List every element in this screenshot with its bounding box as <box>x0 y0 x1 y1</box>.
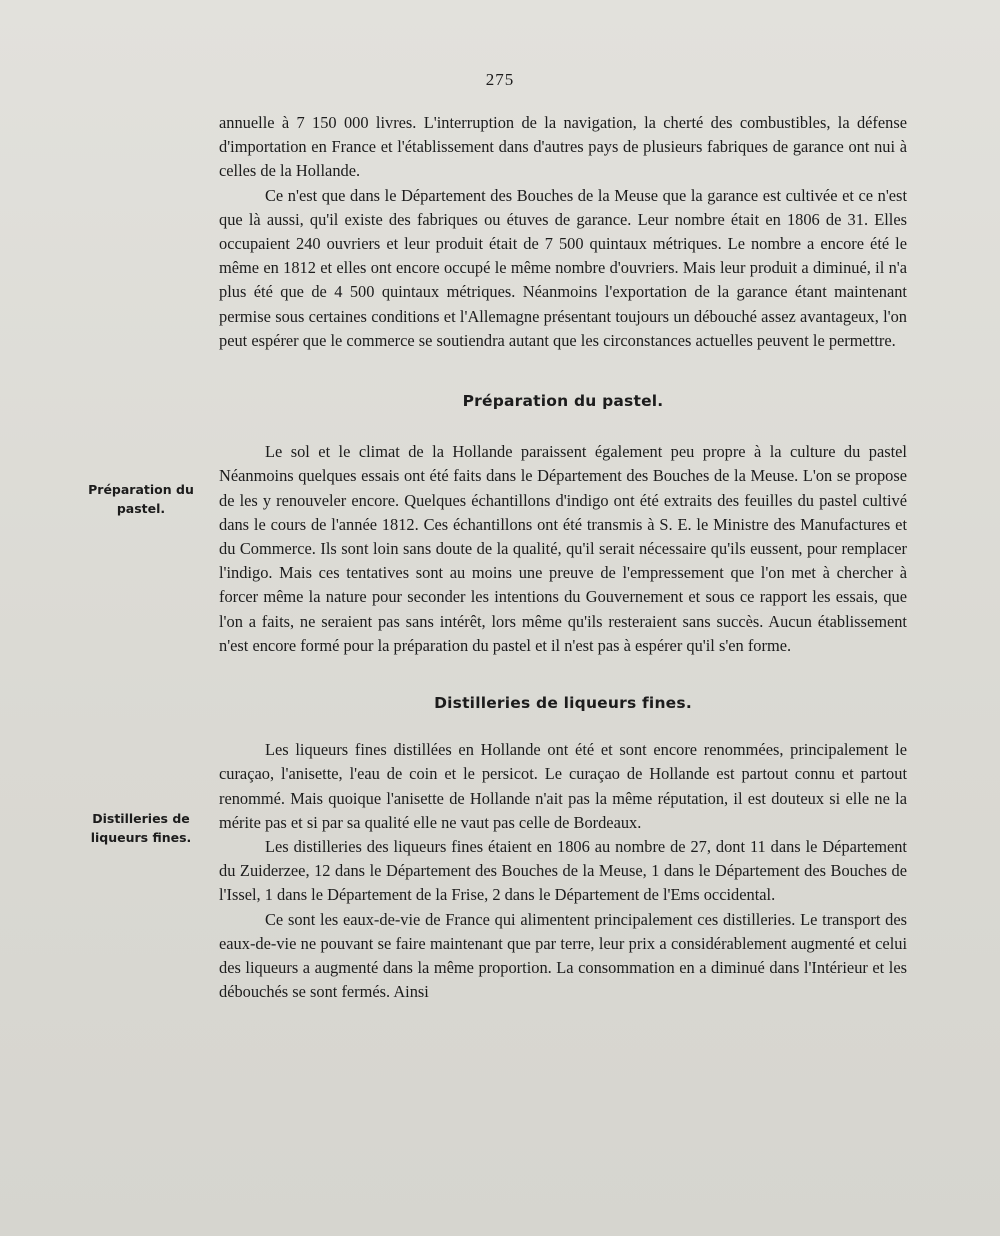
section-title-pastel: Préparation du pastel. <box>462 392 664 411</box>
paragraph-garance-continuation: annuelle à 7 150 000 livres. L'interruption de la navigation, la cherté des combustibles, la défense d'importation en France et l'établissement dans d'autres pays de plusieurs fabriques de garance ont nui à celles de la Hollande. <box>219 113 907 181</box>
paragraph-pastel: Le sol et le climat de la Hollande paraissent également peu propre à la culture du pastel Néanmoins quelques essais ont été faits dans le Département des Bouches de la Meuse. L'on se propose de les y renouveler encore. Quelques échantillons d'indigo ont été extraits des feuilles du pastel cultivé dans le cours de l'année 1812. Ces échantillons ont été transmis à S. E. le Ministre des Manufactures et du Commerce. Ils sont loin sans doute de la qualité, qu'il serait nécessaire qu'ils eussent, pour remplacer l'indigo. Mais ces tentatives sont au moins une preuve de l'empressement que l'on met à chercher à forcer même la nature pour seconder les intentions du Gouvernement et sous ce rapport les essais, que l'on a faits, ne seraient pas sans intérêt, lors même qu'ils resteraient sans succès. Aucun établissement n'est encore formé pour la préparation du pastel et il n'est pas à espérer qu'il s'en forme. <box>219 442 907 655</box>
main-text-column <box>219 111 907 1005</box>
paragraph-eaux-de-vie: Ce sont les eaux-de-vie de France qui alimentent principalement ces distilleries. Le transport des eaux-de-vie ne pouvant se faire maintenant que par terre, leur prix a considérablement augmenté et celui des liqueurs a augmenté dans la même proportion. La consommation en a diminué dans l'Intérieur et les débouchés se sont fermés. Ainsi <box>219 909 907 1002</box>
paragraph-distilleries-count: Les distilleries des liqueurs fines étaient en 1806 au nombre de 27, dont 11 dans le Département du Zuiderzee, 12 dans le Département des Bouches de la Meuse, 1 dans le Département des Bouches de l'Issel, 1 dans le Département de la Frise, 2 dans le Département de l'Ems occidental. <box>219 837 907 905</box>
page-number: 275 <box>485 70 515 89</box>
paragraph-garance-meuse: Ce n'est que dans le Département des Bouches de la Meuse que la garance est cultivée et ce n'est que là aussi, qu'il existe des fabriques ou étuves de garance. Leur nombre était en 1806 de 31. Elles occupaient 240 ouvriers et leur produit était de 7 500 quintaux métriques. Le nombre a encore été le même en 1812 et elles ont encore occupé le même nombre d'ouvriers. Mais leur produit a diminué, il n'a plus été que de 4 500 quintaux métriques. Néanmoins l'exportation de la garance étant maintenant permise sous certaines conditions et l'Allemagne présentant toujours un débouché assez avantageux, l'on peut espérer que le commerce se soutiendra autant que les circonstances actuelles peuvent le permettre. <box>219 185 907 350</box>
margin-note-distilleries: Distilleries de liqueurs fines. <box>90 811 192 845</box>
section-title-distilleries: Distilleries de liqueurs fines. <box>434 694 692 713</box>
margin-note-pastel: Préparation du pastel. <box>88 482 194 516</box>
paragraph-liqueurs: Les liqueurs fines distillées en Hollande ont été et sont encore renommées, principalement le curaçao, l'anisette, l'eau de coin et le persicot. Le curaçao de Hollande est partout connu et partout renommé. Mais quoique l'anisette de Hollande n'ait pas la même réputation, il est douteux si elle ne la mérite pas et si par sa qualité elle ne vaut pas celle de Bordeaux. <box>219 740 907 832</box>
